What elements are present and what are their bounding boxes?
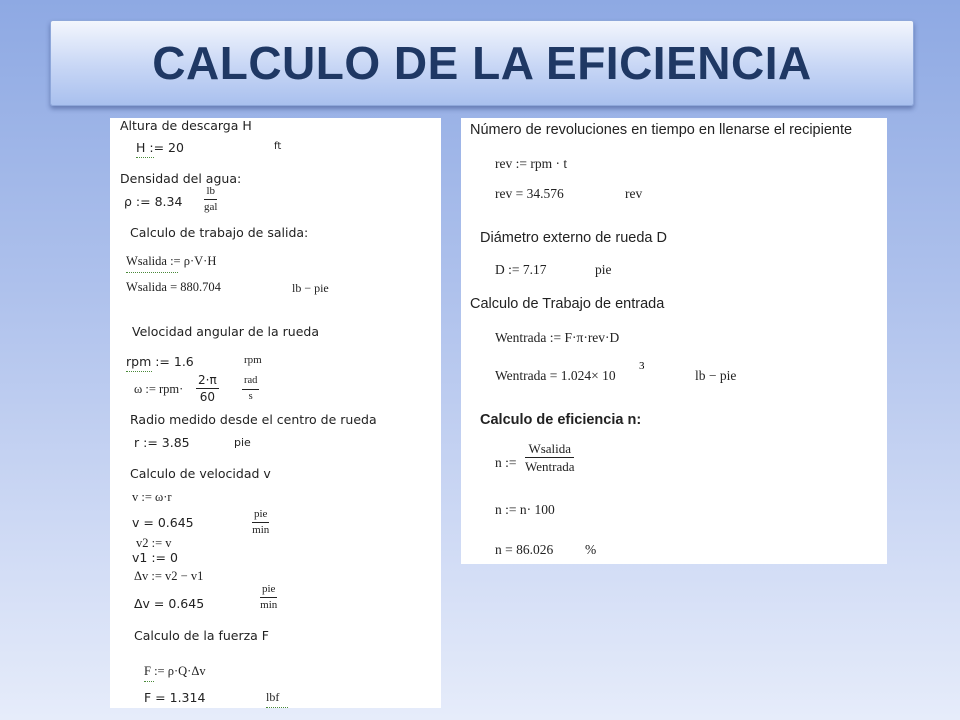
wentrada-unit: lb − pie [695,368,737,383]
fuerza-heading: Calculo de la fuerza F [134,628,269,643]
v1-assignment: v1 := 0 [132,550,178,565]
rev-result: rev = 34.576 [495,186,564,201]
omega-num: 2·π [198,373,217,387]
f-result: F = 1.314 [144,690,206,705]
omega-unit-fraction [242,376,259,402]
rpm-unit: rpm [244,354,262,366]
rev-unit: rev [625,186,643,201]
wsalida-result: Wsalida = 880.704 [126,280,221,294]
slide-title: CALCULO DE LA EFICIENCIA [152,37,812,89]
wsalida-underline-mark [126,269,178,273]
n-num: Wsalida [525,442,574,458]
v-definition: v := ω·r [132,490,172,504]
v-unit-den: min [252,524,270,536]
v-unit-fraction [252,509,269,536]
h-unit: ft [274,141,282,152]
f-unit: lbf [266,690,280,704]
trabajo-salida-heading: Calculo de trabajo de salida: [130,225,309,240]
dv-unit-den: min [260,599,278,611]
wsalida-definition: Wsalida := ρ·V·H [126,254,217,268]
rpm-assignment: rpm := 1.6 [126,354,194,369]
omega-lhs: ω := rpm· [134,382,184,396]
n-lhs: n := [495,455,517,470]
n-fraction [525,442,574,473]
r-unit: pie [234,436,251,449]
omega-den: 60 [199,390,215,404]
n-result: n = 86.026 [495,542,554,557]
h-assignment: H := 20 [136,140,184,155]
altura-heading: Altura de descarga H [120,118,252,133]
rho-assignment: ρ := 8.34 [124,194,183,209]
dv-unit-fraction [260,584,277,611]
wentrada-definition: Wentrada := F·π·rev·D [495,330,620,345]
f-unit-underline-mark [266,704,288,708]
d-assignment: D := 7.17 [495,262,547,277]
eficiencia-heading: Calculo de eficiencia n: [480,412,642,428]
trabajo-entrada-heading: Calculo de Trabajo de entrada [470,296,665,312]
dv-result: Δv = 0.645 [134,596,205,611]
v-result: v = 0.645 [132,515,194,530]
wsalida-unit: lb − pie [292,281,329,295]
v-unit-num: pie [252,509,269,523]
wentrada-exponent: 3 [639,360,645,372]
n-den: Wentrada [525,459,575,474]
dv-unit-num: pie [260,584,277,598]
rho-unit-num: lb [204,186,217,200]
n-unit: % [585,542,597,557]
omega-fraction [196,374,219,403]
omega-unit-den: s [248,390,253,402]
dv-definition: Δv := v2 − v1 [134,569,204,583]
r-assignment: r := 3.85 [134,435,190,450]
densidad-heading: Densidad del agua: [120,171,242,186]
d-unit: pie [595,262,612,277]
v2-definition: v2 := v [136,536,172,550]
velocidad-angular-heading: Velocidad angular de la rueda [132,324,319,339]
f-underline-mark [144,678,154,682]
left-calculation-panel [110,118,441,708]
h-underline-mark [136,154,154,158]
title-banner [50,20,914,106]
n-scale-definition: n := n· 100 [495,502,555,517]
diametro-heading: Diámetro externo de rueda D [480,230,667,246]
rho-unit-fraction [204,186,217,213]
wentrada-result: Wentrada = 1.024× 10 [495,368,616,383]
omega-unit-num: rad [242,376,259,390]
velocidad-heading: Calculo de velocidad v [130,466,271,481]
rev-definition: rev := rpm · t [495,156,568,171]
revoluciones-heading: Número de revoluciones en tiempo en llenarse el recipiente [470,122,853,138]
rho-unit-den: gal [204,201,218,213]
right-calculation-panel [461,118,887,564]
rpm-underline-mark [126,368,152,372]
f-definition: F := ρ·Q·Δv [144,664,206,678]
radio-heading: Radio medido desde el centro de rueda [130,412,377,427]
